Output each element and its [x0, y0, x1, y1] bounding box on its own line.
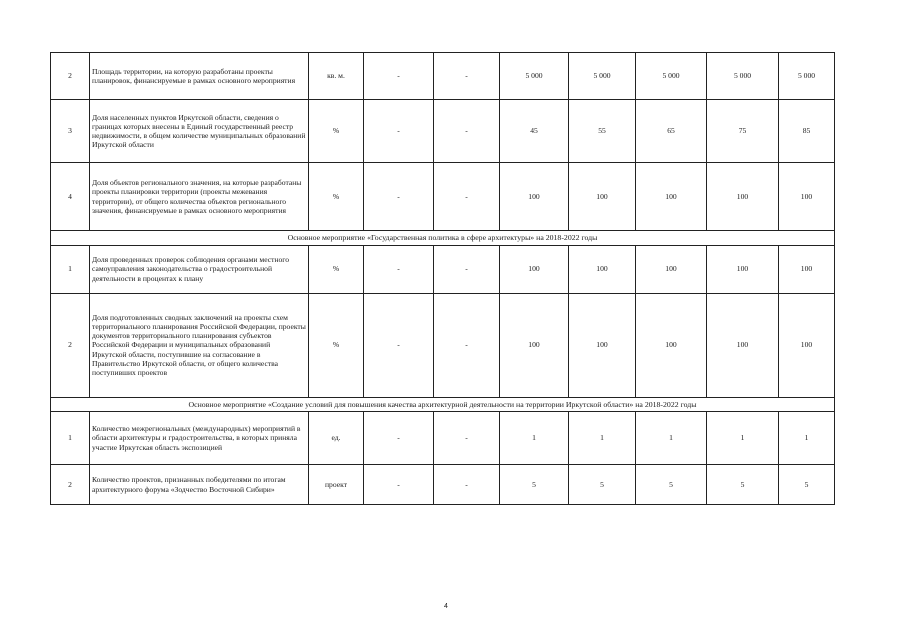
unit-cell: % — [309, 293, 364, 397]
value-cell: 5 000 — [707, 53, 779, 100]
section-header-row — [51, 231, 835, 246]
value-cell: 1 — [569, 412, 636, 465]
unit-cell: % — [309, 245, 364, 293]
value-cell: 5 — [500, 465, 569, 505]
value-cell: - — [364, 412, 434, 465]
value-cell: 100 — [569, 245, 636, 293]
value-cell: 5 000 — [779, 53, 835, 100]
value-cell: 100 — [500, 293, 569, 397]
value-cell: 5 — [779, 465, 835, 505]
value-cell: 100 — [779, 245, 835, 293]
value-cell: - — [434, 100, 500, 163]
value-cell: 100 — [779, 163, 835, 231]
table-row — [51, 412, 835, 465]
unit-cell: ед. — [309, 412, 364, 465]
unit-cell: % — [309, 163, 364, 231]
section-header-row — [51, 397, 835, 412]
value-cell: - — [364, 53, 434, 100]
indicator-name: Доля подготовленных сводных заключений на проекты схем территориального планирования Российской Федерации, проекты документов территориального планирования субъектов Российской Федерации и муниципальных образований Иркутской области, поступившие на согласование в Правительство Иркутской области, от общего количества поступивших проектов — [90, 293, 309, 397]
row-number: 4 — [51, 163, 90, 231]
value-cell: 5 — [636, 465, 707, 505]
value-cell: 45 — [500, 100, 569, 163]
section-title: Основное мероприятие «Государственная политика в сфере архитектуры» на 2018-2022 годы — [51, 231, 835, 246]
value-cell: - — [434, 412, 500, 465]
row-number: 2 — [51, 53, 90, 100]
value-cell: - — [434, 465, 500, 505]
value-cell: - — [364, 100, 434, 163]
table-row — [51, 163, 835, 231]
row-number: 1 — [51, 412, 90, 465]
value-cell: 65 — [636, 100, 707, 163]
value-cell: 100 — [779, 293, 835, 397]
indicator-name: Количество межрегиональных (международных) мероприятий в области архитектуры и градостроительства, в которых приняла участие Иркутская область экспозицией — [90, 412, 309, 465]
value-cell: 100 — [636, 163, 707, 231]
indicator-name: Доля объектов регионального значения, на которые разработаны проекты планировки территории (проекты межевания территории), от общего количества объектов регионального значения, финансируемые в рамках основного мероприятия — [90, 163, 309, 231]
value-cell: 5 000 — [569, 53, 636, 100]
value-cell: 100 — [569, 293, 636, 397]
value-cell: 100 — [707, 245, 779, 293]
value-cell: 5 000 — [500, 53, 569, 100]
value-cell: - — [434, 293, 500, 397]
table-row — [51, 245, 835, 293]
row-number: 3 — [51, 100, 90, 163]
value-cell: 1 — [636, 412, 707, 465]
row-number: 1 — [51, 245, 90, 293]
indicators-table — [50, 52, 835, 505]
table-row — [51, 53, 835, 100]
value-cell: 100 — [500, 245, 569, 293]
page-number: 4 — [444, 603, 448, 610]
table-row — [51, 293, 835, 397]
table-row — [51, 465, 835, 505]
value-cell: 100 — [569, 163, 636, 231]
row-number: 2 — [51, 293, 90, 397]
indicator-name: Доля проведенных проверок соблюдения органами местного самоуправления законодательства о градостроительной деятельности в процентах к плану — [90, 245, 309, 293]
indicator-name: Доля населенных пунктов Иркутской области, сведения о границах которых внесены в Единый государственный реестр недвижимости, в общем количестве муниципальных образований Иркутской области — [90, 100, 309, 163]
value-cell: 100 — [636, 245, 707, 293]
value-cell: - — [364, 293, 434, 397]
value-cell: 100 — [636, 293, 707, 397]
value-cell: 100 — [500, 163, 569, 231]
value-cell: 1 — [500, 412, 569, 465]
unit-cell: кв. м. — [309, 53, 364, 100]
indicator-name: Количество проектов, признанных победителями по итогам архитектурного форума «Зодчество Восточной Сибири» — [90, 465, 309, 505]
unit-cell: проект — [309, 465, 364, 505]
table-row — [51, 100, 835, 163]
section-title: Основное мероприятие «Создание условий для повышения качества архитектурной деятельности на территории Иркутской области» на 2018-2022 годы — [51, 397, 835, 412]
value-cell: 5 000 — [636, 53, 707, 100]
value-cell: 75 — [707, 100, 779, 163]
value-cell: 5 — [569, 465, 636, 505]
value-cell: 1 — [707, 412, 779, 465]
value-cell: 55 — [569, 100, 636, 163]
row-number: 2 — [51, 465, 90, 505]
unit-cell: % — [309, 100, 364, 163]
value-cell: - — [364, 465, 434, 505]
value-cell: 1 — [779, 412, 835, 465]
value-cell: - — [364, 163, 434, 231]
value-cell: - — [434, 53, 500, 100]
value-cell: 5 — [707, 465, 779, 505]
value-cell: - — [434, 245, 500, 293]
value-cell: 100 — [707, 163, 779, 231]
value-cell: 85 — [779, 100, 835, 163]
value-cell: - — [364, 245, 434, 293]
indicator-name: Площадь территории, на которую разработаны проекты планировок, финансируемые в рамках основного мероприятия — [90, 53, 309, 100]
value-cell: - — [434, 163, 500, 231]
value-cell: 100 — [707, 293, 779, 397]
